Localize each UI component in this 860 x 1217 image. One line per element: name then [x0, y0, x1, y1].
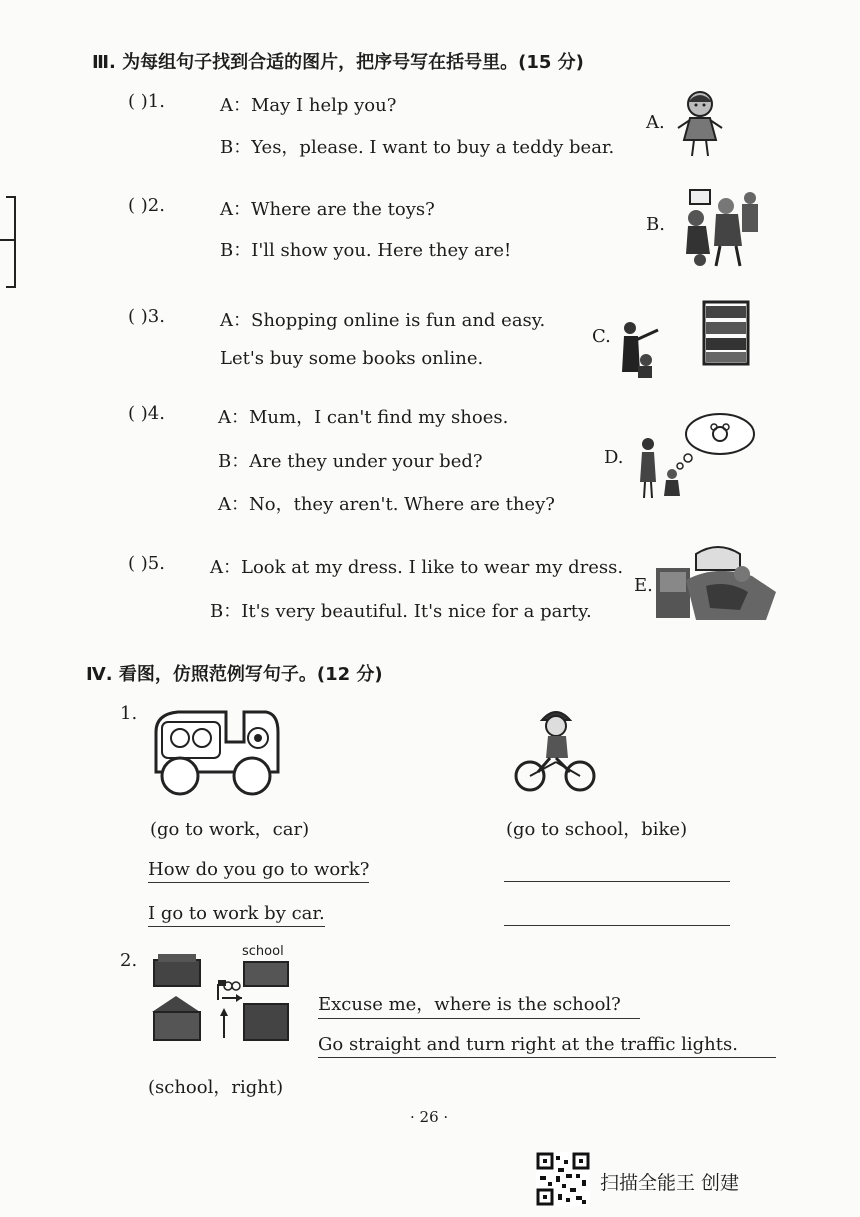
- toy-shop-icon: [680, 184, 762, 270]
- dialog-1-line-1: A：May I help you?: [220, 95, 397, 116]
- answer-paren-2[interactable]: ( )2.: [128, 195, 165, 216]
- bookshelf-icon: [616, 300, 752, 380]
- picture-e-letter: E.: [634, 575, 653, 596]
- q1-example-answer: I go to work by car.: [148, 903, 325, 927]
- q1-right-caption: (go to school，bike): [506, 819, 688, 840]
- dialog-2-line-1: A：Where are the toys?: [220, 199, 435, 220]
- q2-answer-question: Excuse me，where is the school?: [318, 990, 640, 1019]
- margin-bracket: [6, 196, 16, 288]
- scanner-credit: 扫描全能王 创建: [600, 1172, 740, 1194]
- dialog-3-line-1: A：Shopping online is fun and easy.: [220, 310, 546, 331]
- picture-b-letter: B.: [646, 214, 665, 235]
- q2-number: 2.: [120, 950, 138, 971]
- picture-c-letter: C.: [592, 326, 611, 347]
- teddy-thought-icon: [632, 410, 758, 504]
- section-4-title: Ⅳ. 看图，仿照范例写句子。(12 分): [86, 664, 383, 685]
- dialog-4-line-1: A：Mum，I can't find my shoes.: [218, 407, 509, 428]
- qr-code-icon: [536, 1152, 590, 1206]
- dialog-2-line-2: B：I'll show you. Here they are!: [220, 240, 512, 261]
- boy-on-bike-icon: [512, 702, 598, 794]
- dialog-4-line-2: B：Are they under your bed?: [218, 451, 483, 472]
- dialog-3-line-2: Let's buy some books online.: [220, 348, 484, 369]
- bedroom-icon: [656, 540, 778, 624]
- route-map-icon: [148, 946, 294, 1046]
- q1-number: 1.: [120, 703, 138, 724]
- q1-answer-blank-1[interactable]: [504, 881, 730, 882]
- map-school-label: school: [242, 944, 284, 959]
- q1-example-question: How do you go to work?: [148, 859, 369, 883]
- girl-doll-icon: [672, 88, 728, 160]
- answer-paren-3[interactable]: ( )3.: [128, 306, 165, 327]
- picture-a-letter: A.: [646, 112, 665, 133]
- answer-paren-1[interactable]: ( )1.: [128, 91, 165, 112]
- answer-paren-4[interactable]: ( )4.: [128, 403, 165, 424]
- q2-answer-directions: Go straight and turn right at the traffic lights.: [318, 1034, 776, 1058]
- dialog-1-line-2: B：Yes，please. I want to buy a teddy bear.: [220, 137, 615, 158]
- picture-d-letter: D.: [604, 447, 624, 468]
- q2-caption: (school，right): [148, 1077, 284, 1098]
- answer-paren-5[interactable]: ( )5.: [128, 553, 165, 574]
- section-3-title: Ⅲ. 为每组句子找到合适的图片，把序号写在括号里。(15 分): [92, 52, 584, 73]
- car-with-family-icon: [148, 702, 280, 798]
- q1-answer-blank-2[interactable]: [504, 925, 730, 926]
- dialog-4-line-3: A：No，they aren't. Where are they?: [218, 494, 555, 515]
- margin-tick: [0, 239, 14, 241]
- page-number: · 26 ·: [410, 1108, 449, 1126]
- dialog-5-line-2: B：It's very beautiful. It's nice for a party.: [210, 601, 592, 622]
- dialog-5-line-1: A：Look at my dress. I like to wear my dress.: [210, 557, 624, 578]
- q1-left-caption: (go to work，car): [150, 819, 310, 840]
